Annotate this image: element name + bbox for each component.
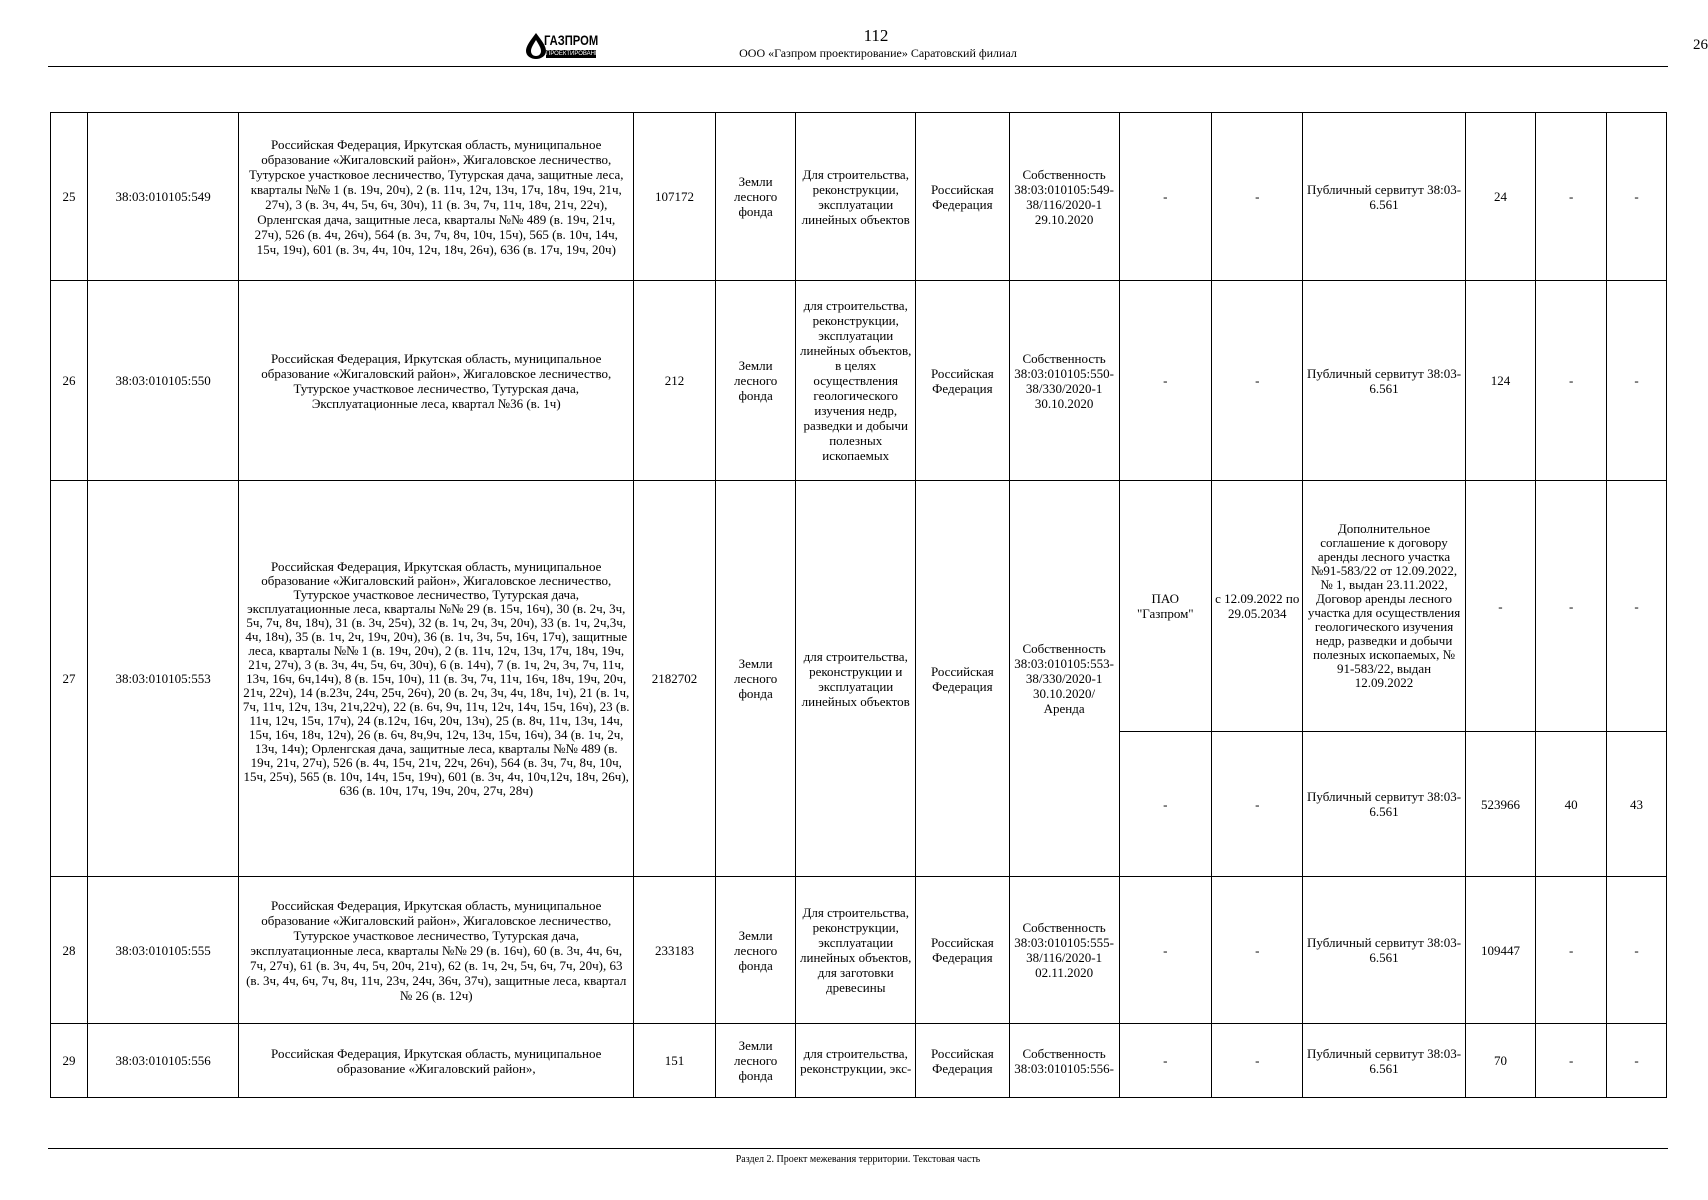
logo-subtitle: ПРОЕКТИРОВАНИЕ (546, 51, 604, 57)
table-row (51, 481, 1667, 732)
gazprom-logo (524, 28, 608, 62)
cell-cadastral-number: 38:03:010105:549 (87, 113, 238, 281)
cell-address: Российская Федерация, Иркутская область, муниципальное образование «Жигаловский район», Жигаловское лесничество, Тутурское участковое лесничество, Тутурская дача, эксплуатационные леса, кварталы №№ 29 (в. 16ч), 60 (в. 3ч, 4ч, 6ч, 7ч, 27ч), 61 (в. 3ч, 4ч, 5ч, 20ч, 21ч), 62 (в. 1ч, 2ч, 5ч, 6ч, 7ч, 20ч), 63 (в. 3ч, 4ч, 6ч, 7ч, 8ч, 11ч, 23ч, 24ч, 36ч, 37ч), защитные леса, квартал № 26 (в. 12ч) (239, 877, 634, 1024)
cell-row-number: 26 (51, 281, 88, 481)
cell-address: Российская Федерация, Иркутская область, муниципальное образование «Жигаловский район», Жигаловское лесничество, Тутурское участковое лесничество, Тутурская дача, эксплуатационные леса, кварталы №№ 29 (в. 15ч, 16ч), 30 (в. 2ч, 3ч, 5ч, 7ч, 8ч, 18ч), 31 (в. 3ч, 25ч), 32 (в. 1ч, 2ч, 3ч, 20ч), 33 (в. 1ч, 2ч,3ч, 4ч, 18ч), 35 (в. 1ч, 2ч, 19ч, 20ч), 36 (в. 1ч, 3ч, 5ч, 16ч, 17ч), защитные леса, кварталы №№ 1 (в. 19ч, 20ч), 2 (в. 11ч, 12ч, 13ч, 17ч, 18ч, 19ч, 21ч, 27ч), 3 (в. 3ч, 4ч, 5ч, 6ч, 30ч), 6 (в. 14ч), 7 (в. 1ч, 2ч, 3ч, 7ч, 11ч, 13ч, 16ч, 6ч,14ч), 8 (в. 15ч, 10ч), 11 (в. 3ч, 7ч, 11ч, 16ч, 18ч, 19ч, 20ч, 21ч, 22ч), 14 (в.23ч, 24ч, 25ч, 26ч), 20 (в. 2ч, 3ч, 4ч, 18ч, 1ч), 21 (в. 1ч, 7ч, 11ч, 12ч, 13ч, 21ч,22ч), 22 (в. 6ч, 9ч, 11ч, 12ч, 14ч, 15ч, 16ч), 23 (в. 11ч, 12ч, 15ч, 17ч), 24 (в.12ч, 16ч, 20ч, 13ч), 25 (в. 8ч, 11ч, 13ч, 14ч, 15ч, 16ч, 18ч, 12ч), 26 (в. 6ч, 8ч,9ч, 12ч, 13ч, 15ч, 16ч), 34 (в. 1ч, 2ч, 13ч, 14ч); Орленгская дача, защитные леса, кварталы №№ 489 (в. 19ч, 21ч, 27ч), 526 (в. 4ч, 15ч, 21ч, 22ч, 26ч), 564 (в. 3ч, 7ч, 8ч, 10ч, 15ч, 25ч), 565 (в. 10ч, 14ч, 15ч, 19ч), 601 (в. 3ч, 4ч, 10ч,12ч, 18ч, 26ч), 636 (в. 10ч, 17ч, 19ч, 20ч, 27ч, 28ч) (239, 481, 634, 877)
cell-land-category: Земли лесного фонда (715, 877, 796, 1024)
cell-address: Российская Федерация, Иркутская область, муниципальное образование «Жигаловский район», Жигаловское лесничество, Тутурское участковое лесничество, Тутурская дача, Эксплуатационные леса, квартал №36 (в. 1ч) (239, 281, 634, 481)
cell-encumbrance: Публичный сервитут 38:03-6.561 (1303, 281, 1465, 481)
cell-area: 212 (634, 281, 716, 481)
cell-period: - (1212, 1024, 1303, 1098)
cell-row-number: 25 (51, 113, 88, 281)
cell-owner: Российская Федерация (916, 281, 1010, 481)
cell-permitted-use: Для строительства, реконструкции, эксплуатации линейных объектов, для заготовки древесины (796, 877, 916, 1024)
cell-col14: 43 (1607, 732, 1667, 877)
cell-area: 107172 (634, 113, 716, 281)
table-row (51, 113, 1667, 281)
table-row (51, 1024, 1667, 1098)
cell-address: Российская Федерация, Иркутская область, муниципальное образование «Жигаловский район», (239, 1024, 634, 1098)
cell-encumbrance-area: 109447 (1465, 877, 1536, 1024)
header-rule (48, 66, 1668, 67)
cell-encumbrance: Публичный сервитут 38:03-6.561 (1303, 113, 1465, 281)
table-row (51, 877, 1667, 1024)
cell-owner: Российская Федерация (916, 113, 1010, 281)
cell-cadastral-number: 38:03:010105:550 (87, 281, 238, 481)
cell-land-category: Земли лесного фонда (715, 1024, 796, 1098)
cell-col14: - (1607, 113, 1667, 281)
footer-rule (48, 1148, 1668, 1149)
cell-permitted-use: для строительства, реконструкции, эксплуатации линейных объектов, в целях осуществления геологического изучения недр, разведки и добычи полезных ископаемых (796, 281, 916, 481)
cell-right-record: Собственность 38:03:010105:553-38/330/2020-1 30.10.2020/Аренда (1009, 481, 1119, 877)
page-header (48, 20, 1708, 68)
cell-right-record: Собственность 38:03:010105:556- (1009, 1024, 1119, 1098)
cell-land-category: Земли лесного фонда (715, 113, 796, 281)
cell-permitted-use: Для строительства, реконструкции, эксплуатации линейных объектов (796, 113, 916, 281)
organization-title: ООО «Газпром проектирование» Саратовский филиал (739, 46, 1017, 60)
cell-land-category: Земли лесного фонда (715, 481, 796, 877)
cell-encumbrance-area: 24 (1465, 113, 1536, 281)
page-footer: Раздел 2. Проект межевания территории. Текстовая часть (735, 1154, 981, 1165)
cell-holder: - (1119, 877, 1211, 1024)
cell-col14: - (1607, 877, 1667, 1024)
cell-col14: - (1607, 1024, 1667, 1098)
cell-holder: - (1119, 1024, 1211, 1098)
cell-encumbrance-area: 124 (1465, 281, 1536, 481)
cell-area: 151 (634, 1024, 716, 1098)
cell-cadastral-number: 38:03:010105:555 (87, 877, 238, 1024)
cell-row-number: 29 (51, 1024, 88, 1098)
table-row (51, 281, 1667, 481)
cell-row-number: 27 (51, 481, 88, 877)
cell-permitted-use: для строительства, реконструкции, экс- (796, 1024, 916, 1098)
cell-cadastral-number: 38:03:010105:556 (87, 1024, 238, 1098)
sheet-number: 26 (1693, 37, 1708, 53)
cell-period: - (1212, 281, 1303, 481)
cell-owner: Российская Федерация (916, 877, 1010, 1024)
cell-col14: - (1607, 281, 1667, 481)
cell-col14: - (1607, 481, 1667, 732)
cell-owner: Российская Федерация (916, 481, 1010, 877)
cell-address: Российская Федерация, Иркутская область, муниципальное образование «Жигаловский район», Жигаловское лесничество, Тутурское участковое лесничество, Тутурская дача, защитные леса, кварталы №№ 1 (в. 19ч, 20ч), 2 (в. 11ч, 12ч, 13ч, 17ч, 18ч, 19ч, 21ч, 27ч), 3 (в. 3ч, 4ч, 5ч, 6ч, 30ч), 11 (в. 3ч, 7ч, 11ч, 18ч, 21ч, 22ч), Орленгская дача, защитные леса, кварталы №№ 489 (в. 19ч, 21ч, 27ч), 526 (в. 4ч, 26ч), 564 (в. 3ч, 7ч, 8ч, 10ч, 15ч), 565 (в. 10ч, 14ч, 15ч, 19ч), 601 (в. 3ч, 4ч, 10ч, 12ч, 18ч, 26ч), 636 (в. 17ч, 19ч, 20ч) (239, 113, 634, 281)
cell-area: 2182702 (634, 481, 716, 877)
land-plots-table (50, 112, 1667, 1098)
logo-wordmark: ГАЗПРОМ (544, 32, 599, 48)
cell-period: - (1212, 113, 1303, 281)
cell-encumbrance: Публичный сервитут 38:03-6.561 (1303, 732, 1465, 877)
cell-encumbrance-area: 70 (1465, 1024, 1536, 1098)
cell-encumbrance-area: - (1465, 481, 1536, 732)
cell-col13: - (1536, 1024, 1607, 1098)
cell-encumbrance-area: 523966 (1465, 732, 1536, 877)
cell-right-record: Собственность 38:03:010105:549-38/116/2020-1 29.10.2020 (1009, 113, 1119, 281)
cell-holder: - (1119, 732, 1211, 877)
cell-owner: Российская Федерация (916, 1024, 1010, 1098)
cell-right-record: Собственность 38:03:010105:555-38/116/2020-1 02.11.2020 (1009, 877, 1119, 1024)
cell-holder: - (1119, 113, 1211, 281)
cell-col13: 40 (1536, 732, 1607, 877)
cell-right-record: Собственность 38:03:010105:550-38/330/2020-1 30.10.2020 (1009, 281, 1119, 481)
cell-period: - (1212, 732, 1303, 877)
cell-area: 233183 (634, 877, 716, 1024)
cell-col13: - (1536, 877, 1607, 1024)
cell-col13: - (1536, 281, 1607, 481)
cell-holder: - (1119, 281, 1211, 481)
cell-period: с 12.09.2022 по 29.05.2034 (1212, 481, 1303, 732)
cell-permitted-use: для строительства, реконструкции и эксплуатации линейных объектов (796, 481, 916, 877)
cell-encumbrance: Публичный сервитут 38:03-6.561 (1303, 877, 1465, 1024)
cell-cadastral-number: 38:03:010105:553 (87, 481, 238, 877)
page-number: 112 (863, 26, 889, 45)
cell-period: - (1212, 877, 1303, 1024)
cell-holder: ПАО "Газпром" (1119, 481, 1211, 732)
cell-col13: - (1536, 113, 1607, 281)
cell-encumbrance: Дополнительное соглашение к договору аренды лесного участка №91-583/22 от 12.09.2022, № 1, выдан 23.11.2022, Договор аренды лесного участка для осуществления геологического изучения недр, разведки и добычи полезных ископаемых, № 91-583/22, выдан 12.09.2022 (1303, 481, 1465, 732)
cell-encumbrance: Публичный сервитут 38:03-6.561 (1303, 1024, 1465, 1098)
cell-col13: - (1536, 481, 1607, 732)
cell-land-category: Земли лесного фонда (715, 281, 796, 481)
cell-row-number: 28 (51, 877, 88, 1024)
